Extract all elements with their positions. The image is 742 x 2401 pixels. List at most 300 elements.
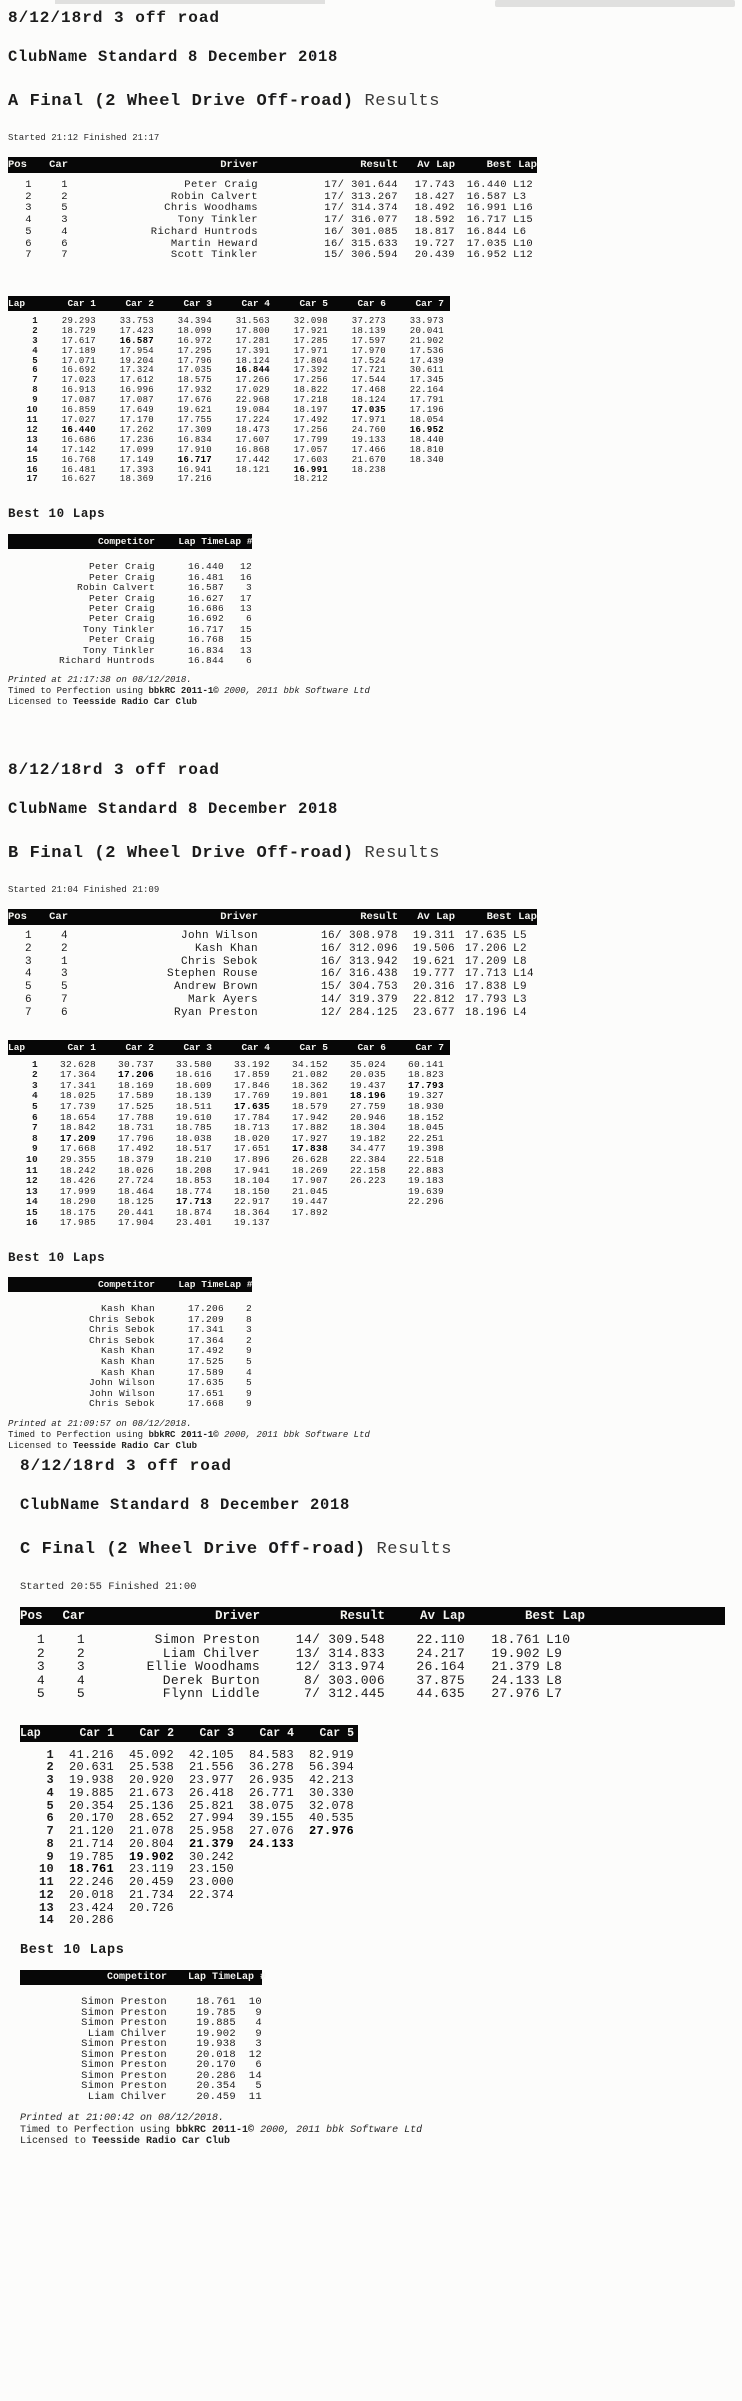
club-line: ClubName Standard 8 December 2018 <box>20 1496 351 1514</box>
result-cell: 16/ 316.438 <box>320 968 398 981</box>
lap-time-cell: 21.556 <box>188 1760 234 1775</box>
lap-time-cell: 17.784 <box>233 1111 270 1123</box>
results-row <box>8 930 537 943</box>
lap-number-cell: 10 <box>25 1153 38 1165</box>
event-title: 8/12/18rd 3 off road <box>8 761 221 779</box>
started-finished-line: Started 20:55 Finished 21:00 <box>20 1581 197 1593</box>
best-lap-time-cell: 19.902 <box>196 2027 236 2040</box>
best-lap-time-cell: 16.481 <box>187 571 224 583</box>
club-line: ClubName Standard 8 December 2018 <box>8 48 339 66</box>
lap-time-cell: 17.023 <box>61 375 96 386</box>
results-row <box>8 215 537 227</box>
lap-time-cell: 20.018 <box>68 1887 114 1902</box>
lap-time-cell: 22.158 <box>349 1164 386 1176</box>
lap-time-cell: 18.362 <box>291 1079 328 1091</box>
software-name: bbkRC 2011-1© <box>148 1430 219 1441</box>
competitor-cell: Chris Sebok <box>88 1334 155 1346</box>
best-10-laps-table <box>8 1277 537 1410</box>
lap-grid-row <box>20 1774 725 1787</box>
best-lap-number-cell: L15 <box>513 214 534 227</box>
result-cell: 16/ 315.633 <box>324 237 398 250</box>
competitor-cell: Tony Tinkler <box>82 623 155 635</box>
av-lap-cell: 24.217 <box>416 1645 465 1661</box>
lap-grid-rows <box>8 317 537 485</box>
best-lap-time-cell: 19.902 <box>491 1645 540 1661</box>
lap-time-cell: 21.734 <box>128 1887 174 1902</box>
competitor-cell: Simon Preston <box>81 1996 167 2008</box>
best-lap-time-cell: 18.761 <box>196 1996 236 2008</box>
lap-time-cell: 17.466 <box>351 444 386 455</box>
lap-time-cell: 17.364 <box>59 1069 96 1081</box>
lap-grid-header-car: Car 5 <box>299 1041 328 1053</box>
lap-time-cell: 18.930 <box>407 1100 444 1112</box>
best-header-competitor: Competitor <box>97 536 155 548</box>
lap-time-cell: 20.286 <box>68 1913 114 1928</box>
best-lap-time-cell: 16.587 <box>187 582 224 594</box>
car-number-cell: 4 <box>61 225 68 238</box>
competitor-cell: Chris Sebok <box>88 1398 155 1410</box>
final-title <box>8 92 537 111</box>
results-row <box>20 1674 725 1688</box>
lap-time-cell: 17.149 <box>119 454 154 465</box>
best-lap-number-cell: 15 <box>239 634 252 646</box>
best-lap-number-cell: L12 <box>513 179 534 191</box>
best-laps-header-row <box>8 534 252 549</box>
lap-time-cell <box>234 1876 294 1889</box>
best-lap-time-cell: 16.768 <box>187 634 224 646</box>
lap-time-cell: 23.977 <box>188 1773 234 1787</box>
best-lap-time-cell: 19.785 <box>196 2006 236 2019</box>
best-lap-row <box>8 1368 537 1379</box>
best-laps-header-row <box>8 1277 252 1292</box>
lap-time-cell: 17.942 <box>291 1111 328 1123</box>
lap-grid-header-car: Car 2 <box>125 297 154 309</box>
competitor-cell: Chris Sebok <box>88 1313 155 1325</box>
best-lap-row <box>8 1336 537 1347</box>
lap-time-cell: 18.761 <box>68 1862 114 1877</box>
results-header-driver: Driver <box>214 1609 260 1623</box>
lap-time-cell: 17.492 <box>117 1143 154 1155</box>
best-laps-rows <box>8 562 537 666</box>
result-cell: 8/ 303.006 <box>303 1672 385 1688</box>
lap-number-cell: 8 <box>32 385 38 396</box>
lap-time-cell: 16.991 <box>293 464 328 475</box>
lap-time-cell: 17.800 <box>235 325 270 336</box>
competitor-cell: Simon Preston <box>81 2038 167 2050</box>
lap-number-cell: 15 <box>25 1206 38 1218</box>
driver-name-cell: Robin Calvert <box>170 190 258 203</box>
position-cell: 5 <box>36 1686 45 1701</box>
lap-time-cell: 17.607 <box>235 434 270 445</box>
printed-line: Printed at 21:09:57 on 08/12/2018. <box>8 1419 192 1430</box>
driver-name-cell: Chris Sebok <box>180 955 258 968</box>
lap-time-cell: 18.175 <box>59 1206 96 1218</box>
results-row <box>20 1687 725 1701</box>
lap-time-cell: 19.182 <box>349 1132 386 1144</box>
club-name: Teesside Radio Car Club <box>72 1441 198 1452</box>
lap-time-cell: 17.262 <box>119 424 154 435</box>
best-lap-time-cell: 17.206 <box>187 1303 224 1315</box>
lap-time-cell: 17.971 <box>293 345 328 356</box>
lap-grid-header-car: Car 3 <box>183 1041 212 1053</box>
best-lap-number-cell: L8 <box>546 1672 563 1688</box>
lap-time-cell: 20.035 <box>349 1069 386 1081</box>
lap-time-cell: 24.133 <box>248 1836 294 1851</box>
lap-time-cell: 16.440 <box>61 424 96 435</box>
lap-time-cell: 17.603 <box>293 454 328 465</box>
printed-line: Printed at 21:17:38 on 08/12/2018. <box>8 675 192 686</box>
results-row <box>8 968 537 981</box>
lap-time-cell: 17.218 <box>293 395 328 406</box>
best-lap-number-cell: L6 <box>513 225 527 238</box>
results-header-result: Result <box>360 911 398 923</box>
result-cell: 16/ 312.096 <box>320 942 398 955</box>
best-lap-number-cell: 3 <box>255 2038 262 2050</box>
competitor-cell: Chris Sebok <box>88 1324 155 1336</box>
car-number-cell: 4 <box>60 930 68 942</box>
best-lap-number-cell: L10 <box>546 1632 571 1647</box>
lap-time-cell: 17.341 <box>59 1079 96 1091</box>
lap-time-cell: 17.309 <box>177 424 212 435</box>
results-header-avlap: Av Lap <box>417 159 455 171</box>
lap-time-cell: 18.517 <box>175 1143 212 1155</box>
lap-time-cell: 17.524 <box>351 355 386 366</box>
lap-number-cell: 2 <box>32 325 38 336</box>
driver-name-cell: Andrew Brown <box>173 981 258 994</box>
best-lap-row <box>20 1997 725 2008</box>
results-row <box>20 1660 725 1674</box>
lap-time-cell: 22.374 <box>188 1887 234 1902</box>
lap-time-cell: 18.440 <box>409 434 444 445</box>
competitor-cell: Simon Preston <box>81 2059 167 2071</box>
best-lap-row <box>20 2018 725 2029</box>
lap-number-cell: 9 <box>31 1143 38 1155</box>
lap-grid-header-car: Car 6 <box>357 297 386 309</box>
lap-time-cell <box>328 1208 386 1219</box>
lap-time-cell: 30.737 <box>117 1058 154 1070</box>
av-lap-cell: 22.812 <box>412 993 455 1006</box>
lap-time-cell <box>174 1914 234 1927</box>
lap-grid-header-car: Car 7 <box>415 297 444 309</box>
driver-name-cell: Martin Heward <box>170 237 258 250</box>
lap-grid-header-car: Car 1 <box>79 1726 114 1740</box>
best-lap-number-cell: 17 <box>239 592 252 604</box>
car-number-cell: 2 <box>61 190 68 203</box>
result-cell: 17/ 313.267 <box>324 190 398 203</box>
lap-time-cell: 18.575 <box>177 375 212 386</box>
licensed-pre: Licensed to <box>8 1441 68 1452</box>
lap-time-cell: 17.970 <box>351 345 386 356</box>
lap-time-cell: 18.212 <box>293 474 328 485</box>
lap-time-cell: 24.760 <box>351 424 386 435</box>
lap-time-cell: 18.026 <box>117 1164 154 1176</box>
lap-time-cell: 17.035 <box>177 365 212 376</box>
lap-number-cell: 7 <box>46 1824 54 1838</box>
lap-time-cell: 18.139 <box>351 325 386 336</box>
competitor-cell: Tony Tinkler <box>82 644 155 656</box>
lap-time-cell: 17.846 <box>233 1079 270 1091</box>
lap-time-cell: 84.583 <box>248 1747 294 1762</box>
lap-time-cell: 18.124 <box>235 355 270 366</box>
lap-time-cell: 17.668 <box>59 1143 96 1155</box>
lap-time-cell: 27.994 <box>188 1811 234 1826</box>
lap-time-cell: 21.379 <box>188 1836 234 1851</box>
lap-time-cell: 37.273 <box>351 315 386 326</box>
lap-time-cell <box>328 1218 386 1229</box>
lap-time-cell: 23.150 <box>188 1862 234 1877</box>
competitor-cell: Peter Craig <box>88 561 155 573</box>
best-lap-number-cell: 9 <box>255 2006 262 2019</box>
results-header-row <box>8 909 537 925</box>
licensed-line <box>8 697 537 708</box>
results-row <box>8 994 537 1007</box>
lap-time-cell <box>294 1914 354 1927</box>
results-header-driver: Driver <box>220 911 258 923</box>
best-lap-number-cell: L3 <box>513 190 527 203</box>
lap-time-cell: 23.119 <box>128 1862 174 1877</box>
results-row <box>8 203 537 215</box>
best-header-laptime: Lap Time <box>178 1279 224 1291</box>
lap-time-cell: 17.649 <box>119 405 154 416</box>
av-lap-cell: 18.427 <box>414 190 455 203</box>
driver-name-cell: Ryan Preston <box>173 1006 258 1019</box>
lap-time-cell: 16.844 <box>235 365 270 376</box>
scan-artifact <box>55 0 325 4</box>
lap-time-cell: 18.210 <box>175 1153 212 1165</box>
lap-time-cell: 20.441 <box>117 1206 154 1218</box>
club-name: Teesside Radio Car Club <box>72 697 198 708</box>
best-10-laps-title: Best 10 Laps <box>8 1251 106 1266</box>
best-lap-row <box>8 1325 537 1336</box>
lap-number-cell: 3 <box>46 1773 54 1787</box>
av-lap-cell: 19.506 <box>412 942 455 955</box>
timed-line <box>20 2125 725 2137</box>
lap-grid-header-car: Car 1 <box>67 297 96 309</box>
lap-grid-header-row <box>8 1040 450 1055</box>
lap-time-cell: 17.057 <box>293 444 328 455</box>
lap-grid-row <box>20 1761 725 1774</box>
position-cell: 7 <box>25 249 32 262</box>
lap-time-cell: 18.038 <box>175 1132 212 1144</box>
lap-time-cell: 18.874 <box>175 1206 212 1218</box>
lap-grid-header-row <box>20 1725 358 1742</box>
lap-time-cell <box>234 1863 294 1876</box>
lap-time-cell: 17.804 <box>293 355 328 366</box>
competitor-cell: Liam Chilver <box>87 2090 167 2103</box>
lap-time-cell <box>386 466 444 476</box>
lap-time-cell: 17.071 <box>61 355 96 366</box>
lap-time-cell: 20.946 <box>349 1111 386 1123</box>
lap-time-cell: 19.610 <box>175 1111 212 1123</box>
lap-time-cell: 34.477 <box>349 1143 386 1155</box>
lap-time-cell: 18.853 <box>175 1175 212 1187</box>
position-cell: 1 <box>36 1632 45 1647</box>
lap-time-cell: 32.628 <box>59 1058 96 1070</box>
lap-time-cell: 18.731 <box>117 1122 154 1134</box>
best-lap-time-cell: 18.761 <box>491 1632 540 1647</box>
lap-number-cell: 16 <box>25 1217 38 1229</box>
lap-time-cell: 17.910 <box>177 444 212 455</box>
best-lap-time-cell: 17.206 <box>464 942 507 955</box>
lap-time-cell: 29.293 <box>61 315 96 326</box>
best-lap-time-cell: 16.844 <box>187 654 224 666</box>
lap-grid-row <box>20 1825 725 1838</box>
best-lap-number-cell: 2 <box>245 1303 252 1315</box>
best-lap-number-cell: 16 <box>239 571 252 583</box>
best-lap-time-cell: 17.668 <box>187 1398 224 1410</box>
lap-time-cell: 18.785 <box>175 1122 212 1134</box>
car-number-cell: 7 <box>60 993 68 1006</box>
lap-times-table <box>8 296 537 485</box>
best-laps-rows <box>8 1304 537 1410</box>
best-lap-number-cell: L7 <box>546 1686 563 1701</box>
best-10-laps-title: Best 10 Laps <box>20 1943 125 1958</box>
lap-time-cell: 17.324 <box>119 365 154 376</box>
best-lap-row <box>8 1389 537 1400</box>
lap-time-cell: 17.635 <box>233 1100 270 1112</box>
lap-time-cell: 17.035 <box>351 405 386 416</box>
lap-time-cell: 18.139 <box>175 1090 212 1102</box>
lap-time-cell: 20.170 <box>68 1811 114 1826</box>
result-cell: 12/ 313.974 <box>295 1659 385 1674</box>
final-title-text: B Final (2 Wheel Drive Off-road) <box>8 844 354 863</box>
competitor-cell: Robin Calvert <box>76 582 155 594</box>
best-lap-time-cell: 27.976 <box>491 1686 540 1701</box>
lap-time-cell: 40.535 <box>308 1811 354 1826</box>
lap-number-cell: 13 <box>25 1185 38 1197</box>
results-table <box>20 1607 725 1701</box>
results-header-car: Car <box>49 159 68 171</box>
lap-grid-header-lap: Lap <box>20 1726 41 1740</box>
lap-time-cell: 26.223 <box>349 1175 386 1187</box>
lap-time-cell: 17.142 <box>61 444 96 455</box>
lap-time-cell: 18.369 <box>119 474 154 485</box>
car-number-cell: 3 <box>76 1659 85 1674</box>
best-lap-time-cell: 16.440 <box>466 179 507 191</box>
driver-name-cell: Liam Chilver <box>162 1645 260 1661</box>
best-lap-number-cell: 6 <box>245 613 252 625</box>
lap-grid-row <box>8 475 537 485</box>
lap-time-cell: 17.859 <box>233 1069 270 1081</box>
best-lap-number-cell: 9 <box>245 1345 252 1357</box>
final-title-text: C Final (2 Wheel Drive Off-road) <box>20 1540 366 1559</box>
car-number-cell: 4 <box>76 1672 85 1688</box>
competitor-cell: Peter Craig <box>88 592 155 604</box>
lap-time-cell <box>234 1914 294 1927</box>
result-cell: 17/ 301.644 <box>324 179 398 191</box>
best-lap-time-cell: 24.133 <box>491 1672 540 1688</box>
best-lap-number-cell: 3 <box>245 582 252 594</box>
lap-number-cell: 2 <box>46 1760 54 1775</box>
lap-time-cell: 17.796 <box>117 1132 154 1144</box>
lap-number-cell: 2 <box>31 1069 38 1081</box>
lap-time-cell: 16.481 <box>61 464 96 475</box>
best-lap-row <box>8 562 537 572</box>
lap-time-cell: 17.087 <box>61 395 96 406</box>
lap-time-cell: 20.631 <box>68 1760 114 1775</box>
av-lap-cell: 19.621 <box>412 955 455 968</box>
lap-time-cell: 17.189 <box>61 345 96 356</box>
competitor-cell: Simon Preston <box>81 2069 167 2082</box>
lap-grid-header-car: Car 4 <box>241 1041 270 1053</box>
lap-grid-header-car: Car 3 <box>183 297 212 309</box>
printed-line: Printed at 21:00:42 on 08/12/2018. <box>20 2113 225 2124</box>
software-copyright: 2000, 2011 bbk Software Ltd <box>224 1430 370 1441</box>
lap-time-cell: 26.628 <box>291 1153 328 1165</box>
lap-time-cell: 17.087 <box>119 395 154 406</box>
lap-time-cell: 17.941 <box>233 1164 270 1176</box>
lap-time-cell: 56.394 <box>308 1760 354 1775</box>
lap-time-cell: 18.121 <box>235 464 270 475</box>
best-lap-time-cell: 16.627 <box>187 592 224 604</box>
lap-grid-row <box>20 1787 725 1800</box>
lap-time-cell <box>294 1863 354 1876</box>
lap-time-cell: 19.621 <box>177 405 212 416</box>
lap-time-cell: 17.907 <box>291 1175 328 1187</box>
lap-time-cell: 17.224 <box>235 414 270 425</box>
lap-time-cell: 45.092 <box>128 1747 174 1762</box>
best-lap-time-cell: 20.286 <box>196 2069 236 2082</box>
lap-time-cell: 22.917 <box>233 1196 270 1208</box>
lap-number-cell: 17 <box>26 474 38 485</box>
position-cell: 6 <box>25 237 32 250</box>
av-lap-cell: 26.164 <box>416 1659 465 1674</box>
lap-number-cell: 12 <box>25 1175 38 1187</box>
lap-grid-header-car: Car 2 <box>125 1041 154 1053</box>
car-number-cell: 5 <box>61 202 68 215</box>
lap-number-cell: 9 <box>46 1849 54 1864</box>
best-lap-number-cell: 13 <box>239 644 252 656</box>
results-table <box>8 157 537 262</box>
av-lap-cell: 37.875 <box>416 1672 465 1688</box>
best-lap-number-cell: 3 <box>245 1324 252 1336</box>
position-cell: 6 <box>24 993 32 1006</box>
lap-time-cell: 33.973 <box>409 315 444 326</box>
driver-name-cell: John Wilson <box>180 930 258 942</box>
result-cell: 15/ 306.594 <box>324 249 398 262</box>
best-lap-number-cell: 4 <box>255 2017 262 2029</box>
best-lap-time-cell: 16.952 <box>466 249 507 262</box>
lap-time-cell: 20.804 <box>128 1836 174 1851</box>
lap-time-cell: 18.238 <box>351 464 386 475</box>
lap-number-cell: 12 <box>38 1887 54 1902</box>
lap-time-cell: 18.364 <box>233 1206 270 1218</box>
av-lap-cell: 44.635 <box>416 1686 465 1701</box>
lap-time-cell: 17.892 <box>291 1206 328 1218</box>
best-lap-number-cell: L9 <box>546 1645 563 1661</box>
results-row <box>8 192 537 204</box>
lap-time-cell: 17.921 <box>293 325 328 336</box>
lap-time-cell: 19.902 <box>128 1849 174 1864</box>
lap-time-cell <box>328 475 386 485</box>
best-header-laptime: Lap Time <box>187 1972 236 1983</box>
best-lap-time-cell: 17.209 <box>464 955 507 968</box>
lap-time-cell: 17.999 <box>59 1185 96 1197</box>
lap-time-cell: 17.345 <box>409 375 444 386</box>
results-header-pos: Pos <box>8 911 27 923</box>
results-row <box>20 1633 725 1647</box>
best-lap-number-cell: 4 <box>245 1366 252 1378</box>
lap-time-cell: 17.796 <box>177 355 212 366</box>
car-number-cell: 6 <box>61 237 68 250</box>
best-lap-number-cell: L10 <box>513 237 534 250</box>
lap-time-cell: 18.304 <box>349 1122 386 1134</box>
lap-time-cell <box>386 1208 444 1219</box>
best-lap-time-cell: 19.938 <box>196 2038 236 2050</box>
position-cell: 2 <box>25 190 32 203</box>
position-cell: 4 <box>25 214 32 227</box>
lap-number-cell: 1 <box>46 1747 54 1762</box>
